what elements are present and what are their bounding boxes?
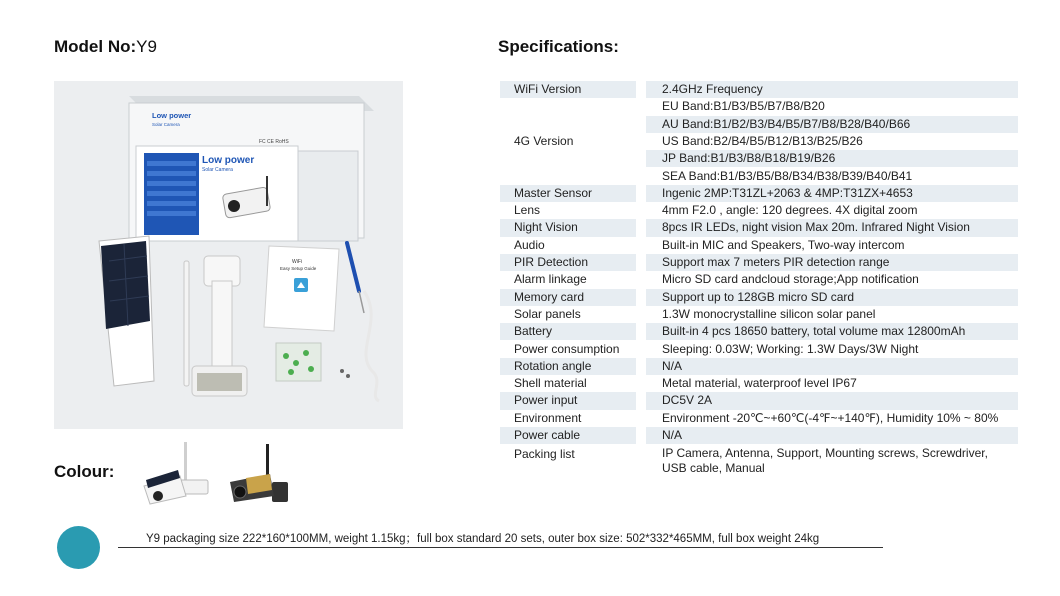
antenna [184,261,189,386]
specifications-title: Specifications: [498,37,619,56]
spec-label: Environment [514,410,582,425]
screws-bag [276,343,350,381]
back-box-brand-sub: Solar Camera [152,122,180,127]
spec-label: Packing list [514,447,575,461]
product-photo [54,81,403,429]
spec-label: Alarm linkage [514,272,587,287]
spec-value: Sleeping: 0.03W; Working: 1.3W Days/3W Night [662,341,919,356]
spec-value: 1.3W monocrystalline silicon solar panel [662,306,876,321]
spec-label: WiFi Version [500,81,636,98]
spec-label: Power cable [500,427,636,444]
spec-label: Rotation angle [500,358,636,375]
spec-label: Battery [500,323,636,340]
model-value: Y9 [136,37,157,56]
spec-value: Built-in MIC and Speakers, Two-way intercom [662,237,905,252]
spec-label: Power consumption [514,341,620,356]
manual-title-2: Easy Setup Guide [280,266,317,271]
spec-value: 8pcs IR LEDs, night vision Max 20m. Infrared Night Vision [646,219,1018,236]
front-box-brand-sub: Solar Camera [202,167,233,173]
spec-value: IP Camera, Antenna, Support, Mounting screws, Screwdriver, [662,446,988,460]
back-box-brand: Low power [152,111,192,120]
spec-value: Support max 7 meters PIR detection range [646,254,1018,271]
spec-label: Memory card [500,289,636,306]
colour-title: Colour: [54,462,115,481]
spec-label: Night Vision [500,219,636,236]
spec-value: Support up to 128GB micro SD card [646,289,1018,306]
solar-camera-body [99,236,154,386]
spec-value: Ingenic 2MP:T31ZL+2063 & 4MP:T31ZX+4653 [646,185,1018,202]
spec-label: Solar panels [514,306,581,321]
usb-cable [364,291,379,401]
front-box-brand: Low power [202,155,255,166]
spec-label: Lens [514,203,541,218]
front-packaging-box [136,146,358,241]
spec-value: Environment -20℃~+60℃(-4℉~+140℉), Humidity 10% ~ 80% [662,410,999,425]
colour-variant-white-camera [140,440,212,506]
spec-value: Built-in 4 pcs 18650 battery, total volume max 12800mAh [646,323,1018,340]
spec-label: Shell material [514,376,587,391]
spec-label: 4G Version [514,133,574,148]
spec-label: Audio [514,237,545,252]
spec-value-line2: USB cable, Manual [662,461,765,475]
model-label: Model No: [54,37,137,56]
accent-circle [57,526,100,569]
spec-label: Master Sensor [500,185,636,202]
spec-value: 4mm F2.0 , angle: 120 degrees. 4X digital zoom [662,203,918,218]
spec-label: PIR Detection [500,254,636,271]
spec-value: AU Band:B1/B2/B3/B4/B5/B7/B8/B28/B40/B66 [646,116,1018,133]
footer-divider [118,547,883,548]
colour-variant-gold-camera [226,444,294,506]
spec-value: DC5V 2A [646,392,1018,409]
spec-value: N/A [646,427,1018,444]
spec-value: 2.4GHz Frequency [646,81,1018,98]
screwdriver [347,243,364,313]
setup-manual [264,246,339,331]
manual-title-1: WiFi [292,259,302,265]
packaging-note: Y9 packaging size 222*160*100MM, weight 1.15kg；full box standard 20 sets, outer box size: 502*332*465MM, full box weight 24kg [146,533,820,545]
mounting-bracket [192,256,247,396]
spec-value: EU Band:B1/B3/B5/B7/B8/B20 [662,99,825,114]
spec-value: N/A [646,358,1018,375]
cert-marks: FC CE RoHS [259,139,289,145]
spec-value: JP Band:B1/B3/B8/B18/B19/B26 [646,150,1018,167]
model-title [54,37,157,57]
spec-value: US Band:B2/B4/B5/B12/B13/B25/B26 [662,133,863,148]
spec-value: Metal material, waterproof level IP67 [662,376,857,391]
spec-label: Power input [500,392,636,409]
spec-value: Micro SD card andcloud storage;App notification [662,272,919,287]
package-contents-illustration [54,81,403,429]
spec-value: SEA Band:B1/B3/B5/B8/B34/B38/B39/B40/B41 [662,168,913,183]
